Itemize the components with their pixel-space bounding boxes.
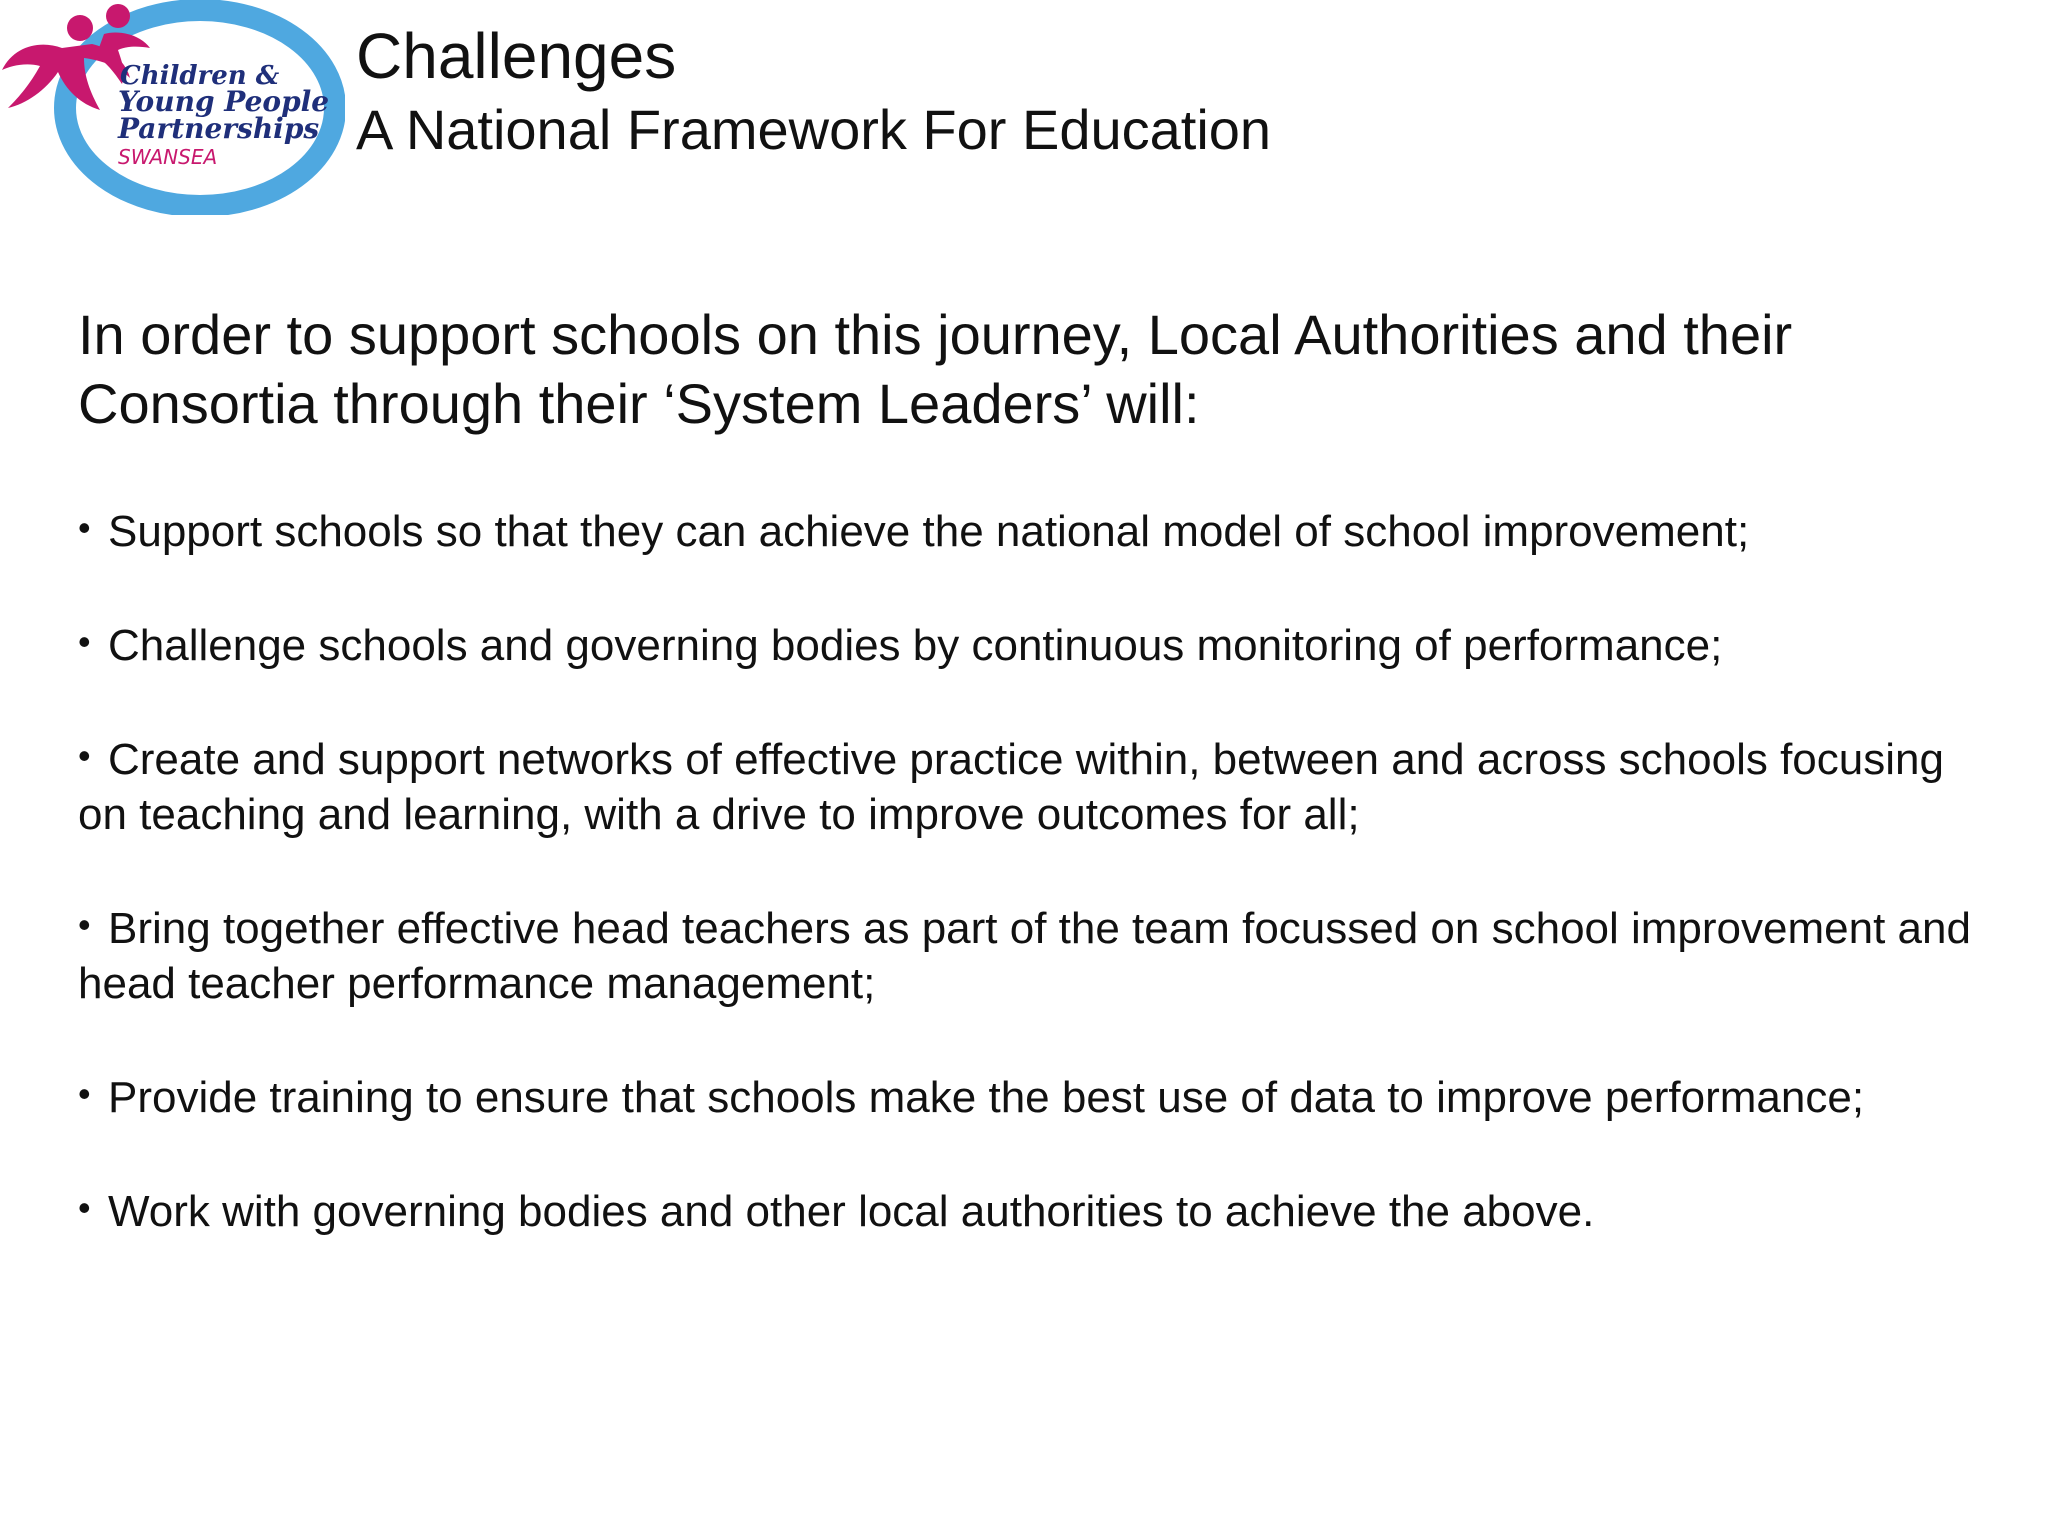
bullet-text: Work with governing bodies and other local authorities to achieve the above.	[108, 1187, 1595, 1236]
bullet-glyph: •	[78, 904, 91, 945]
page-title: Challenges	[356, 20, 677, 92]
page-subtitle: A National Framework For Education	[356, 98, 1272, 161]
bullet-glyph: •	[78, 1073, 91, 1114]
bullet-item	[78, 614, 1998, 673]
bullet-text: Provide training to ensure that schools make the best use of data to improve performance;	[108, 1073, 1865, 1122]
bullet-text: Bring together effective head teachers as part of the team focussed on school improvement and head teacher performance management;	[78, 904, 1971, 1008]
bullet-item	[78, 500, 1998, 559]
cyp-partnerships-logo	[0, 0, 345, 215]
bullet-list	[78, 500, 1998, 1294]
bullet-item	[78, 1066, 1998, 1125]
logo-line3: Partnerships	[118, 112, 320, 145]
bullet-glyph: •	[78, 735, 91, 776]
bullet-glyph: •	[78, 1187, 91, 1228]
logo-line2: Young People	[118, 85, 330, 118]
bullet-glyph: •	[78, 507, 91, 548]
bullet-text: Challenge schools and governing bodies by continuous monitoring of performance;	[108, 621, 1723, 670]
bullet-item	[78, 897, 1998, 1011]
bullet-item	[78, 728, 1998, 842]
intro-paragraph: In order to support schools on this journey, Local Authorities and their Consortia through their ‘System Leaders’ will:	[78, 303, 1793, 435]
bullet-item	[78, 1180, 1998, 1239]
bullet-glyph: •	[78, 621, 91, 662]
logo-line1: Children &	[120, 61, 280, 91]
bullet-text: Create and support networks of effective practice within, between and across schools focusing on teaching and learning, with a drive to improve outcomes for all;	[78, 735, 1944, 839]
logo-line4: SWANSEA	[118, 145, 218, 169]
bullet-text: Support schools so that they can achieve the national model of school improvement;	[108, 507, 1750, 556]
